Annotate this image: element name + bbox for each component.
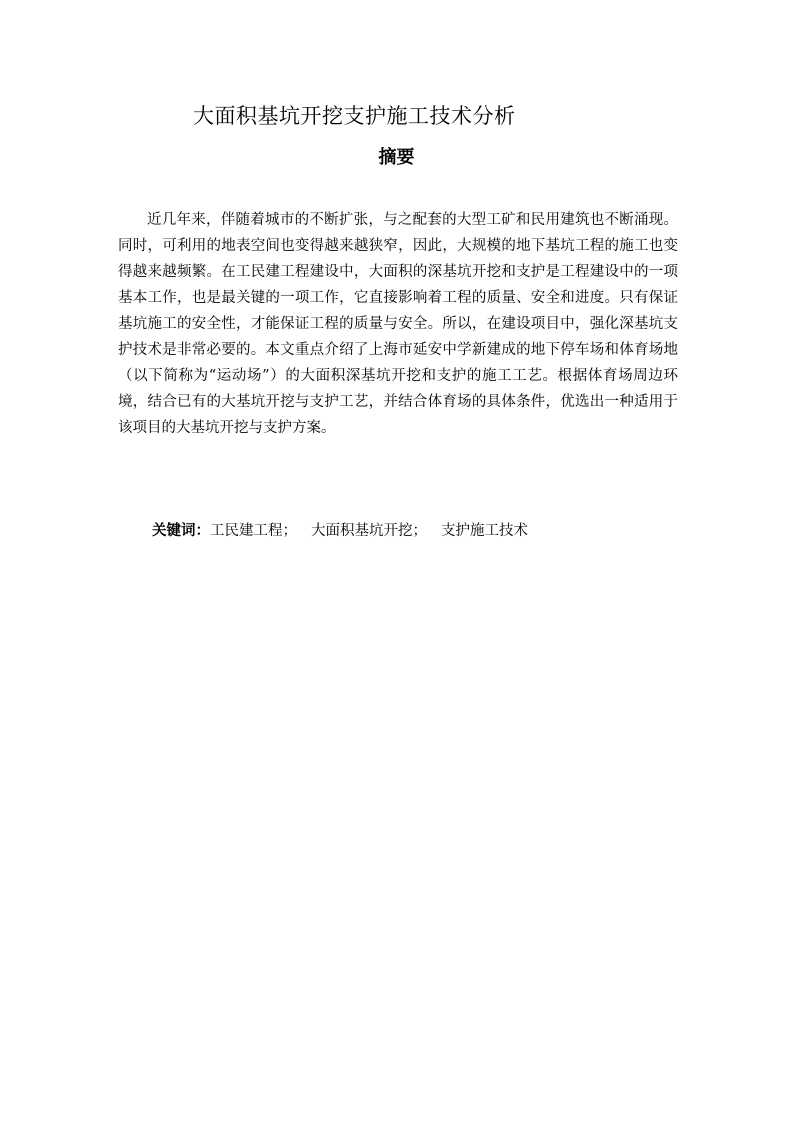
document-title: 大面积基坑开挖支护施工技术分析 xyxy=(193,104,516,128)
keywords-label: 关键词： xyxy=(152,523,210,539)
keyword-item: 支护施工技术 xyxy=(441,523,528,539)
abstract-paragraph: 近几年来，伴随着城市的不断扩张，与之配套的大型工矿和民用建筑也不断涌现。同时，可利用的地表空间也变得越来越狭窄，因此，大规模的地下基坑工程的施工也变得越来越频繁。在工民建工程建设中，大面积的深基坑开挖和支护是工程建设中的一项基本工作，也是最关键的一项工作，它直接影响着工程的质量、安全和进度。只有保证基坑施工的安全性，才能保证工程的质量与安全。所以，在建设项目中，强化深基坑支护技术是非常必要的。本文重点介绍了上海市延安中学新建成的地下停车场和体育场地（以下简称为“运动场”）的大面积深基坑开挖和支护的施工工艺。根据体育场周边环境，结合已有的大基坑开挖与支护工艺，并结合体育场的具体条件，优选出一种适用于该项目的大基坑开挖与支护方案。 xyxy=(118,212,678,436)
keyword-item: 大面积基坑开挖； xyxy=(311,523,427,539)
keywords-line xyxy=(152,518,528,544)
abstract-heading: 摘要 xyxy=(378,147,415,168)
keyword-item: 工民建工程； xyxy=(210,523,297,539)
